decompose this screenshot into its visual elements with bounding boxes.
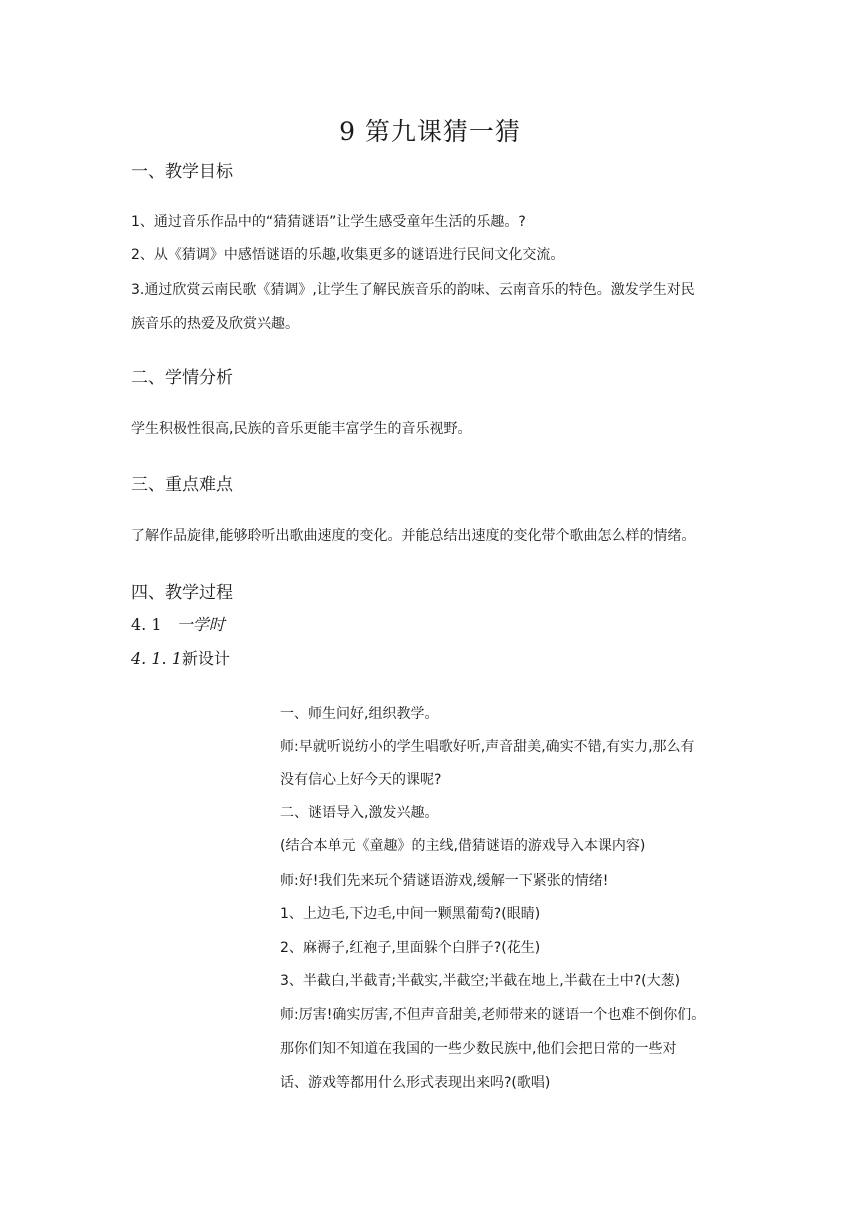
objective-item-1: 1、通过音乐作品中的“猜猜谜语”让学生感受童年生活的乐趣。?	[131, 214, 526, 230]
lesson-line: 二、谜语导入,激发兴趣。	[280, 805, 439, 821]
lesson-line: 一、师生问好,组织教学。	[280, 706, 439, 722]
section-heading-objectives: 一、教学目标	[131, 162, 233, 182]
subsection-4-1-1	[131, 646, 230, 669]
section-heading-keypoints: 三、重点难点	[131, 475, 233, 495]
objective-item-3: 3.通过欣赏云南民歌《猜调》,让学生了解民族音乐的韵味、云南音乐的特色。激发学生对民	[131, 282, 695, 298]
lesson-line: 1、上边毛,下边毛,中间一颗黑葡萄?(眼睛)	[280, 906, 541, 922]
subsection-4-1-1-text: 新设计	[181, 649, 230, 668]
lesson-line: 2、麻褥子,红袍子,里面躲个白胖子?(花生)	[280, 940, 541, 956]
lesson-line: 话、游戏等都用什么形式表现出来吗?(歌唱)	[280, 1075, 551, 1091]
lesson-line: (结合本单元《童趣》的主线,借猜谜语的游戏导入本课内容)	[280, 838, 646, 854]
subsection-4-1-1-number: 4. 1. 1	[131, 649, 182, 668]
lesson-line: 3、半截白,半截青;半截实,半截空;半截在地上,半截在土中?(大葱)	[280, 973, 681, 989]
subsection-4-1-number: 4. 1	[131, 615, 162, 634]
lesson-line: 没有信心上好今天的课呢?	[280, 772, 442, 788]
keypoints-text: 了解作品旋律,能够聆听出歌曲速度的变化。并能总结出速度的变化带个歌曲怎么样的情绪。	[131, 528, 696, 544]
lesson-line: 那你们知不知道在我国的一些少数民族中,他们会把日常的一些对	[280, 1041, 677, 1057]
section-heading-process: 四、教学过程	[131, 583, 233, 603]
lesson-line: 师:好!我们先来玩个猜谜语游戏,缓解一下紧张的情绪!	[280, 873, 609, 889]
analysis-text: 学生积极性很高,民族的音乐更能丰富学生的音乐视野。	[131, 421, 472, 437]
objective-item-2: 2、从《猜调》中感悟谜语的乐趣,收集更多的谜语进行民间文化交流。	[131, 247, 565, 263]
objective-item-3-cont: 族音乐的热爱及欣赏兴趣。	[131, 316, 299, 332]
subsection-4-1	[131, 612, 225, 635]
section-heading-analysis: 二、学情分析	[131, 368, 233, 388]
lesson-line: 师:早就听说纺小的学生唱歌好听,声音甜美,确实不错,有实力,那么有	[280, 739, 695, 755]
lesson-line: 师:厉害!确实厉害,不但声音甜美,老师带来的谜语一个也难不倒你们。	[280, 1007, 706, 1023]
subsection-4-1-text: 一学时	[176, 615, 225, 634]
document-title: 9 第九课猜一猜	[339, 117, 521, 146]
